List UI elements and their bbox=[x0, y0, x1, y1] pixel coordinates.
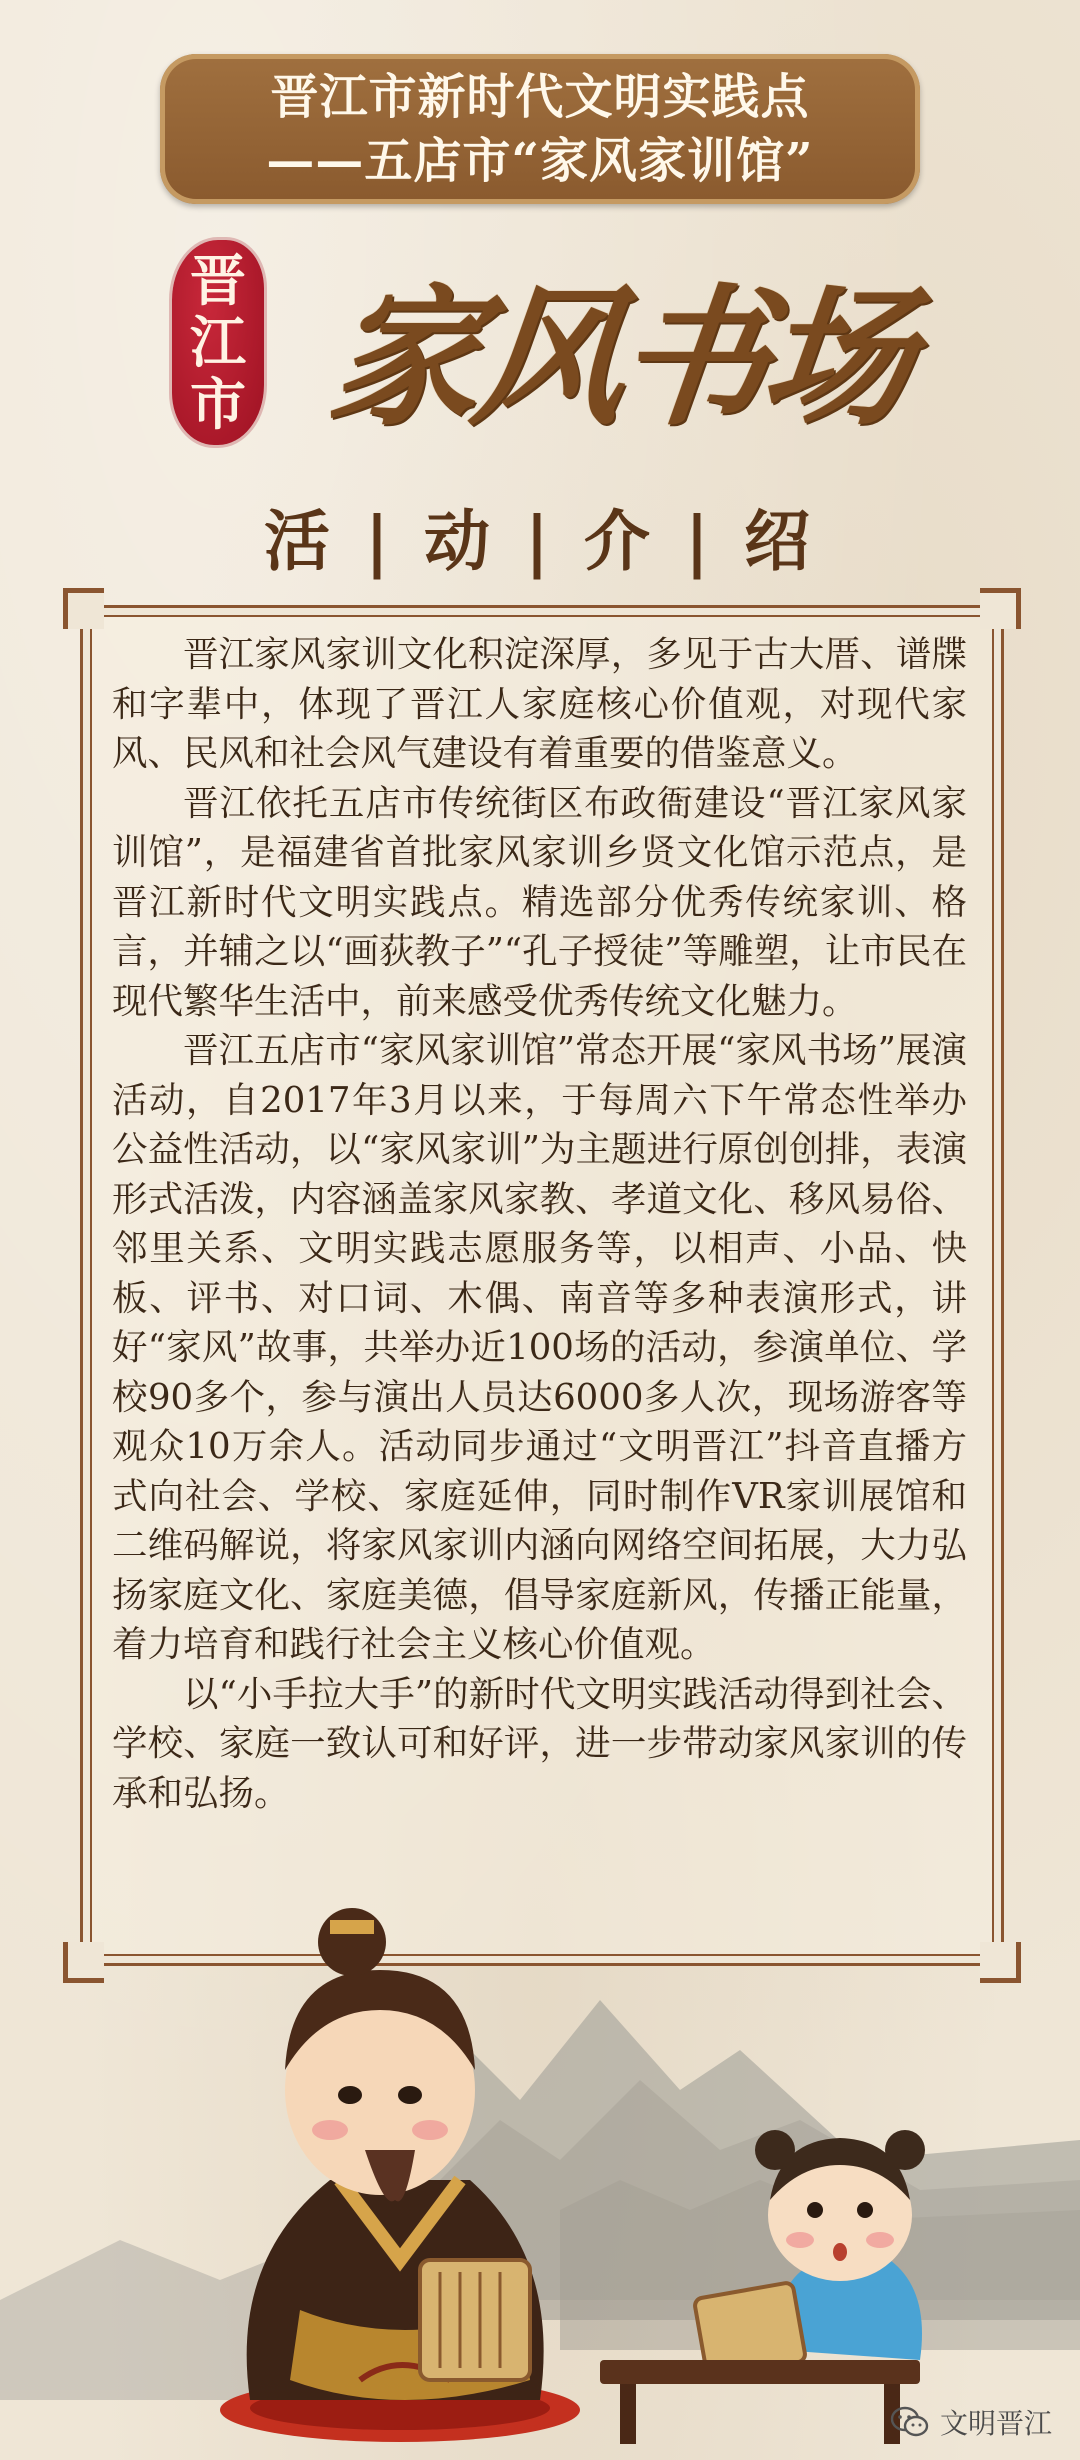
seal-char-3: 市 bbox=[190, 371, 246, 438]
red-seal bbox=[172, 240, 264, 445]
paragraph-2: 晋江依托五店市传统街区布政衙建设“晋江家风家训馆”，是福建省首批家风家训乡贤文化馆示范点，是晋江新时代文明实践点。精选部分优秀传统家训、格言，并辅之以“画荻教子”“孔子授徒”等雕塑，让市民在现代繁华生活中，前来感受优秀传统文化魅力。 bbox=[112, 782, 967, 1022]
section-title: 活 | 动 | 介 | 绍 bbox=[264, 502, 816, 580]
calligraphy-title bbox=[290, 225, 950, 465]
banner-line-2: ——五店市“家风家训馆” bbox=[266, 133, 814, 189]
watermark-label: 文明晋江 bbox=[939, 2407, 1052, 2440]
paragraph-4: 以“小手拉大手”的新时代文明实践活动得到社会、学校、家庭一致认可和好评，进一步带动家风家训的传承和弘扬。 bbox=[112, 1673, 967, 1814]
illustration-scene bbox=[0, 1880, 1080, 2460]
calligraphy-title-text: 家风书场 bbox=[321, 270, 916, 446]
wechat-icon bbox=[890, 2405, 930, 2439]
account-watermark bbox=[890, 2402, 1052, 2442]
header-banner bbox=[160, 54, 920, 204]
frame-corner-ornament bbox=[980, 588, 1021, 629]
banner-line-1: 晋江市新时代文明实践点 bbox=[270, 69, 810, 125]
seal-char-1: 晋 bbox=[190, 247, 246, 314]
frame-corner-ornament bbox=[63, 588, 104, 629]
paragraph-3: 晋江五店市“家风家训馆”常态开展“家风书场”展演活动，自2017年3月以来，于每周六下午常态性举办公益性活动，以“家风家训”为主题进行原创创排，表演形式活泼，内容涵盖家风家教、孝道文化、移风易俗、邻里关系、文明实践志愿服务等，以相声、小品、快板、评书、对口词、木偶、南音等多种表演形式，讲好“家风”故事，共举办近100场的活动，参演单位、学校90多个，参与演出人员达6000多人次，现场游客等观众10万余人。活动同步通过“文明晋江”抖音直播方式向社会、学校、家庭延伸，同时制作VR家训展馆和二维码解说，将家风家训内涵向网络空间拓展，大力弘扬家庭文化、家庭美德，倡导家庭新风，传播正能量，着力培育和践行社会主义核心价值观。 bbox=[112, 1030, 967, 1665]
article-body bbox=[112, 630, 967, 1818]
paragraph-1: 晋江家风家训文化积淀深厚，多见于古大厝、谱牒和字辈中，体现了晋江人家庭核心价值观，对现代家风、民风和社会风气建设有着重要的借鉴意义。 bbox=[112, 634, 967, 774]
seal-char-2: 江 bbox=[190, 309, 246, 376]
low-table bbox=[600, 2360, 920, 2444]
